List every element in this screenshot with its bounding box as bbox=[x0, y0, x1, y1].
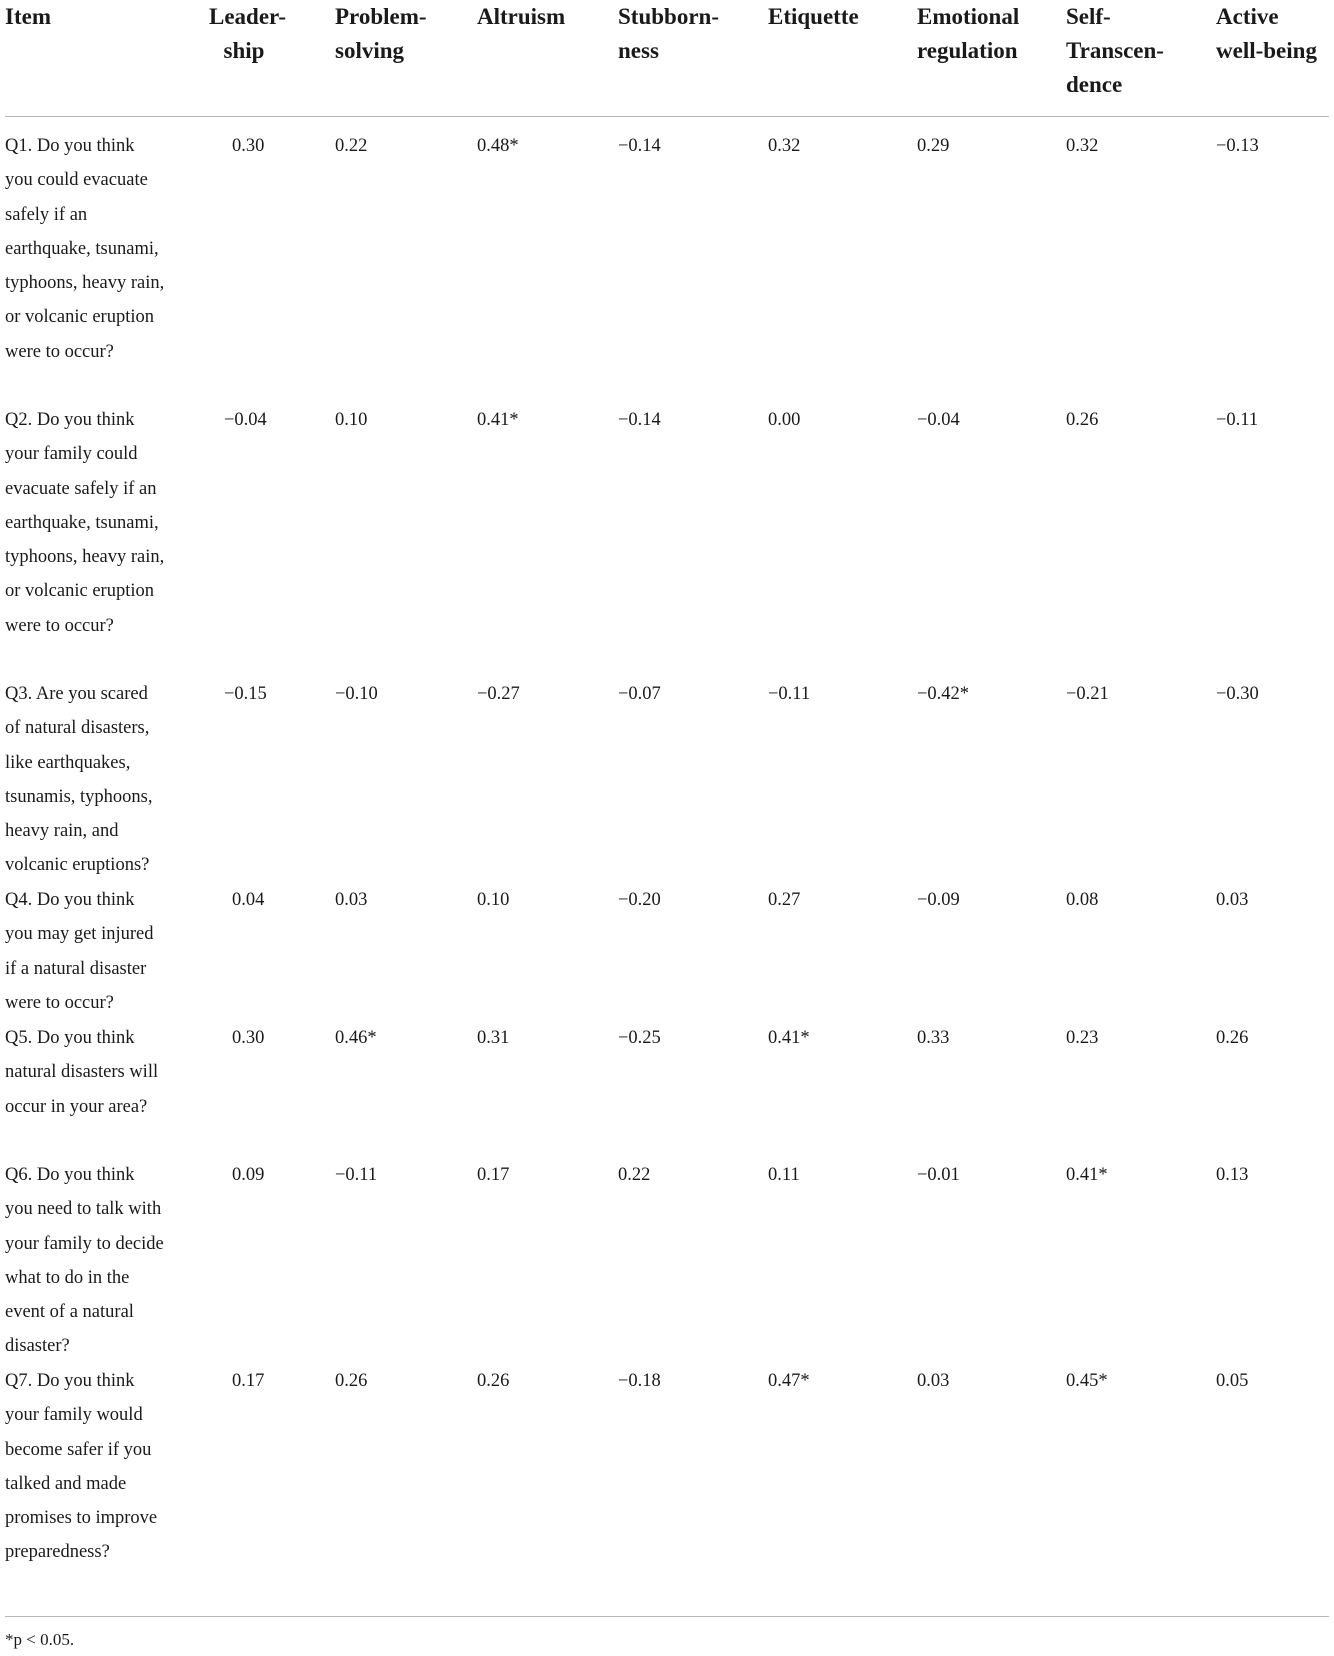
bottom-rule bbox=[5, 1616, 1329, 1617]
table-row bbox=[0, 403, 1334, 677]
cell-self-transcendence: 0.08 bbox=[1066, 890, 1099, 910]
cell-emotional-regulation: −0.01 bbox=[917, 1165, 960, 1185]
cell-leadership: −0.04 bbox=[224, 410, 267, 430]
cell-stubbornness: −0.14 bbox=[618, 410, 661, 430]
cell-problem-solving: 0.03 bbox=[335, 890, 368, 910]
cell-leadership: 0.17 bbox=[232, 1371, 265, 1391]
cell-etiquette: 0.47* bbox=[768, 1371, 810, 1391]
cell-emotional-regulation: −0.42* bbox=[917, 684, 970, 704]
cell-emotional-regulation: 0.29 bbox=[917, 136, 950, 156]
cell-self-transcendence: 0.23 bbox=[1066, 1028, 1099, 1048]
cell-stubbornness: −0.07 bbox=[618, 684, 661, 704]
table-header bbox=[0, 0, 1334, 116]
cell-problem-solving: −0.11 bbox=[335, 1165, 378, 1185]
cell-leadership: 0.09 bbox=[232, 1165, 265, 1185]
table-row bbox=[0, 1364, 1334, 1604]
column-header-active-well-being: Active well-being bbox=[1216, 4, 1317, 63]
cell-emotional-regulation: −0.09 bbox=[917, 890, 960, 910]
table-row bbox=[0, 1158, 1334, 1364]
column-header-stubbornness: Stubborn- ness bbox=[618, 4, 719, 63]
cell-stubbornness: 0.22 bbox=[618, 1165, 651, 1185]
cell-emotional-regulation: −0.04 bbox=[917, 410, 960, 430]
cell-etiquette: 0.11 bbox=[768, 1165, 800, 1185]
cell-self-transcendence: 0.32 bbox=[1066, 136, 1099, 156]
row-item-text: Q3. Are you scared of natural disasters, like earthquakes, tsunamis, typhoons, heavy rain, and volcanic eruptions? bbox=[5, 684, 153, 876]
column-header-etiquette: Etiquette bbox=[768, 4, 859, 29]
row-item-text: Q2. Do you think your family could evacuate safely if an earthquake, tsunami, typhoons, heavy rain, or volcanic eruption were to occur? bbox=[5, 410, 165, 636]
row-item-text: Q1. Do you think you could evacuate safely if an earthquake, tsunami, typhoons, heavy rain, or volcanic eruption were to occur? bbox=[5, 136, 165, 362]
cell-altruism: 0.26 bbox=[477, 1371, 510, 1391]
column-header-altruism: Altruism bbox=[477, 4, 566, 29]
cell-altruism: 0.10 bbox=[477, 890, 510, 910]
row-item-text: Q7. Do you think your family would become safer if you talked and made promises to improve preparedness? bbox=[5, 1371, 158, 1563]
table-row bbox=[0, 883, 1334, 1021]
cell-altruism: 0.48* bbox=[477, 136, 519, 156]
cell-altruism: 0.17 bbox=[477, 1165, 510, 1185]
cell-leadership: 0.04 bbox=[232, 890, 265, 910]
column-header-emotional-regulation: Emotional regulation bbox=[917, 4, 1020, 63]
cell-active-well-being: −0.30 bbox=[1216, 684, 1259, 704]
cell-self-transcendence: 0.41* bbox=[1066, 1165, 1108, 1185]
cell-active-well-being: 0.13 bbox=[1216, 1165, 1249, 1185]
row-item-text: Q4. Do you think you may get injured if a natural disaster were to occur? bbox=[5, 890, 154, 1013]
column-header-leadership-text: Leader- ship bbox=[209, 4, 287, 63]
cell-active-well-being: 0.03 bbox=[1216, 890, 1249, 910]
table-row bbox=[0, 677, 1334, 883]
cell-active-well-being: 0.26 bbox=[1216, 1028, 1249, 1048]
column-header-item: Item bbox=[5, 4, 51, 29]
cell-etiquette: 0.27 bbox=[768, 890, 801, 910]
column-header-self-transcendence: Self- Transcen- dence bbox=[1066, 4, 1164, 97]
cell-active-well-being: 0.05 bbox=[1216, 1371, 1249, 1391]
table-footnote: *p < 0.05. bbox=[5, 1630, 75, 1649]
cell-altruism: 0.31 bbox=[477, 1028, 510, 1048]
cell-leadership: 0.30 bbox=[232, 136, 265, 156]
cell-etiquette: −0.11 bbox=[768, 684, 811, 704]
column-header-leadership bbox=[209, 0, 287, 68]
cell-problem-solving: −0.10 bbox=[335, 684, 378, 704]
cell-leadership: 0.30 bbox=[232, 1028, 265, 1048]
cell-emotional-regulation: 0.03 bbox=[917, 1371, 950, 1391]
cell-active-well-being: −0.11 bbox=[1216, 410, 1259, 430]
cell-problem-solving: 0.22 bbox=[335, 136, 368, 156]
cell-stubbornness: −0.18 bbox=[618, 1371, 661, 1391]
cell-stubbornness: −0.20 bbox=[618, 890, 661, 910]
cell-problem-solving: 0.26 bbox=[335, 1371, 368, 1391]
cell-stubbornness: −0.14 bbox=[618, 136, 661, 156]
table-row bbox=[0, 129, 1334, 403]
cell-emotional-regulation: 0.33 bbox=[917, 1028, 950, 1048]
cell-etiquette: 0.00 bbox=[768, 410, 801, 430]
cell-self-transcendence: 0.45* bbox=[1066, 1371, 1108, 1391]
cell-problem-solving: 0.10 bbox=[335, 410, 368, 430]
cell-stubbornness: −0.25 bbox=[618, 1028, 661, 1048]
cell-self-transcendence: −0.21 bbox=[1066, 684, 1109, 704]
cell-active-well-being: −0.13 bbox=[1216, 136, 1259, 156]
cell-leadership: −0.15 bbox=[224, 684, 267, 704]
row-item-text: Q5. Do you think natural disasters will occur in your area? bbox=[5, 1028, 159, 1117]
row-item-text: Q6. Do you think you need to talk with your family to decide what to do in the event of a natural disaster? bbox=[5, 1165, 164, 1357]
column-header-problem-solving: Problem- solving bbox=[335, 4, 427, 63]
cell-etiquette: 0.32 bbox=[768, 136, 801, 156]
table-row bbox=[0, 1021, 1334, 1158]
cell-altruism: −0.27 bbox=[477, 684, 520, 704]
cell-etiquette: 0.41* bbox=[768, 1028, 810, 1048]
cell-self-transcendence: 0.26 bbox=[1066, 410, 1099, 430]
header-rule bbox=[5, 116, 1329, 117]
cell-altruism: 0.41* bbox=[477, 410, 519, 430]
cell-problem-solving: 0.46* bbox=[335, 1028, 377, 1048]
